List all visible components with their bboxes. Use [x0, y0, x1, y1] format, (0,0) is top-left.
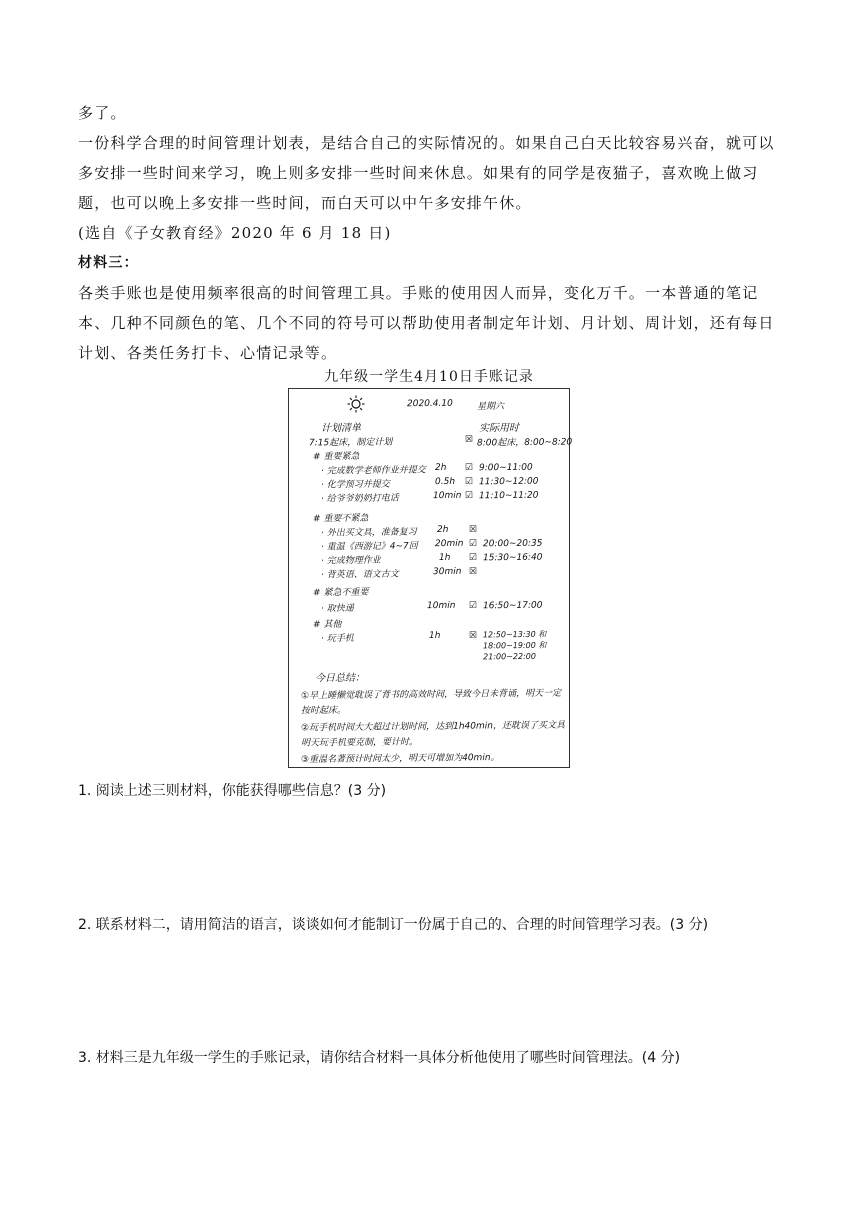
planner-item-duration: 2h [434, 462, 447, 474]
question-3: 3. 材料三是九年级一学生的手账记录，请你结合材料一具体分析他使用了哪些时间管理法。(4 分) [78, 1050, 681, 1066]
handwritten-planner-figure [288, 388, 573, 768]
planner-item-text: · 背英语、语文古文 [320, 569, 399, 581]
question-1: 1. 阅读上述三则材料，你能获得哪些信息？(3 分) [78, 783, 387, 799]
planner-item-check: ☑ [464, 462, 474, 474]
planner-item-duration: 0.5h [434, 476, 456, 488]
planner-item-text: · 重温《西游记》4~7回 [320, 541, 418, 553]
question-2: 2. 联系材料二，请用简洁的语言，谈谈如何才能制订一份属于自己的、合理的时间管理学习表。(3 分) [78, 917, 709, 933]
planner-summary-line: 明天玩手机要克制，要计时。 [300, 737, 419, 749]
planner-category: # 重要不紧急 [312, 513, 369, 525]
planner-category: # 重要紧急 [312, 451, 360, 463]
planner-item-time: 15:30~16:40 [482, 552, 543, 564]
planner-item-check: ☒ [468, 630, 478, 642]
planner-summary-title: 今日总结： [314, 672, 366, 685]
planner-column-actual: 实际用时 [478, 422, 520, 435]
planner-item-check: ☑ [464, 490, 474, 502]
sun-icon [347, 395, 365, 413]
planner-item-time: 11:10~11:20 [478, 490, 539, 502]
planner-summary-line: ①早上睡懒觉耽误了背书的高效时间，导致今日未背诵，明天一定 [300, 688, 562, 702]
planner-item-duration: 30min [432, 566, 462, 578]
planner-column-plan: 计划清单 [320, 422, 362, 435]
planner-item-text: · 外出买文具，准备复习 [320, 527, 417, 539]
planner-item-check: ☒ [468, 524, 478, 536]
planner-item-check: ☒ [468, 566, 478, 578]
planner-item-time: 12:50~13:30 和 18:00~19:00 和 21:00~22:00 [482, 629, 547, 662]
planner-item-text: · 给爷爷奶奶打电话 [320, 493, 399, 505]
planner-item-duration: 2h [436, 524, 449, 536]
planner-item-duration: 10min [426, 600, 456, 612]
material3-heading: 材料三： [78, 255, 139, 271]
planner-item-text: · 化学预习并提交 [320, 479, 390, 491]
material3-body: 各类手账也是使用频率很高的时间管理工具。手账的使用因人而异，变化万千。一本普通的笔记本、几种不同颜色的笔、几个不同的符号可以帮助使用者制定年计划、月计划、周计划，还有每日计划、各类任务打卡、心情记录等。 [78, 284, 775, 362]
planner-summary-line: 按时起床。 [300, 705, 347, 717]
planner-item-duration: 1h [428, 630, 441, 642]
planner-item-check: ☑ [468, 600, 478, 612]
planner-item-time: 16:50~17:00 [482, 600, 543, 612]
planner-item-text: 7:15起床，制定计划 [308, 437, 393, 449]
planner-item-check: ☑ [468, 538, 478, 550]
planner-item-time: 20:00~20:35 [482, 538, 543, 550]
paragraph-continuation: 多了。 [78, 104, 127, 122]
planner-item-time: 11:30~12:00 [478, 476, 539, 488]
planner-item-time: 8:00起床，8:00~8:20 [476, 437, 573, 449]
planner-item-text: · 完成数学老师作业并提交 [320, 465, 426, 477]
planner-item-duration: 10min [432, 490, 462, 502]
planner-category: # 紧急不重要 [312, 587, 369, 599]
planner-item-text: · 完成物理作业 [320, 555, 381, 567]
planner-item-time: 9:00~11:00 [478, 462, 533, 474]
planner-item-text: · 取快递 [320, 603, 354, 615]
planner-item-check: ☒ [464, 434, 474, 446]
planner-item-text: · 玩手机 [320, 633, 354, 645]
planner-item-check: ☑ [468, 552, 478, 564]
figure-caption: 九年级一学生4月10日手账记录 [324, 369, 534, 385]
planner-summary-line: ③重温名著预计时间太少，明天可增加为40min。 [300, 752, 500, 766]
planner-summary-line: ②玩手机时间大大超过计划时间，达到1h40min，还耽误了买文具 [300, 720, 565, 734]
paragraph-time-plan: 一份科学合理的时间管理计划表，是结合自己的实际情况的。如果自己白天比较容易兴奋，就可以多安排一些时间来学习，晚上则多安排一些时间来休息。如果有的同学是夜猫子，喜欢晚上做习题，也可以晚上多安排一些时间，而白天可以中午多安排午休。 [78, 134, 775, 212]
planner-category: # 其他 [312, 619, 342, 631]
planner-date: 2020.4.10 [406, 398, 453, 410]
planner-item-duration: 1h [438, 552, 451, 564]
source-citation: (选自《子女教育经》2020 年 6 月 18 日) [78, 224, 392, 242]
planner-item-duration: 20min [434, 538, 464, 550]
planner-item-check: ☑ [464, 476, 474, 488]
planner-weekday: 星期六 [476, 401, 505, 413]
